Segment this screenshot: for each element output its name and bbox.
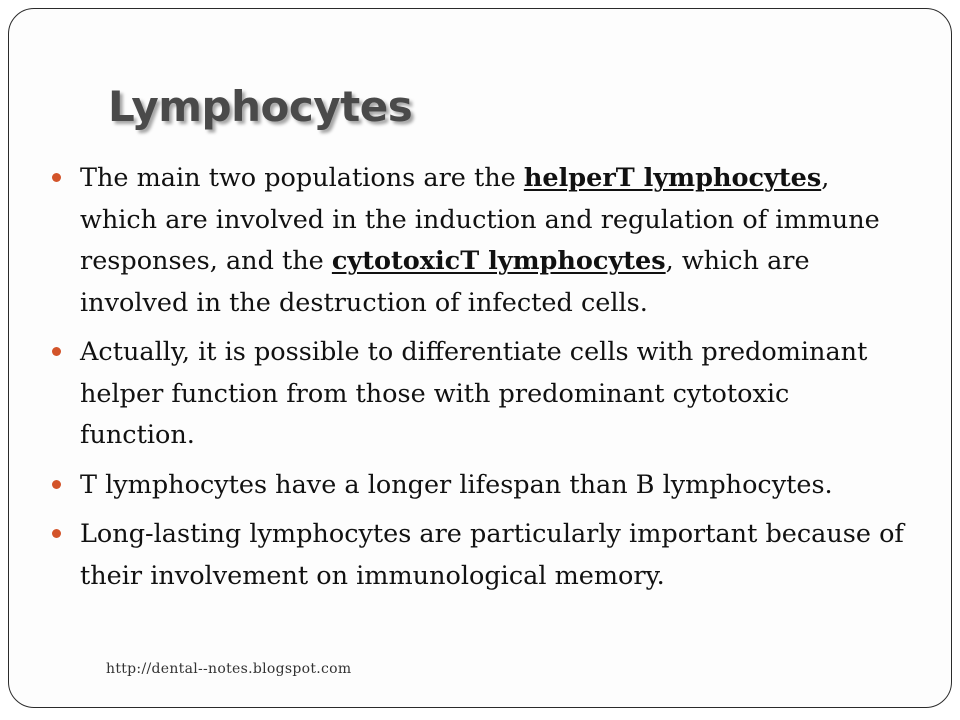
bullet-text <box>80 158 910 324</box>
bullet-text-segment: Actually, it is possible to differentiate cells with predominant helper function from those with predominant cytotoxic function. <box>80 337 868 450</box>
slide-title: Lymphocytes <box>108 82 413 131</box>
bullet-text-segment: , which are involved in the destruction of infected cells. <box>80 246 810 318</box>
footer-url[interactable]: http://dental--notes.blogspot.com <box>106 661 352 677</box>
emphasized-term: cytotoxicT lymphocytes <box>331 246 666 276</box>
bullet-item <box>50 514 910 597</box>
bullet-text <box>80 514 910 597</box>
bullet-text-segment: T lymphocytes have a longer lifespan than B lymphocytes. <box>80 469 833 500</box>
bullet-dot-icon <box>52 529 61 538</box>
bullet-text-segment: Long-lasting lymphocytes are particularly important because of their involvement on immunological memory. <box>80 519 904 591</box>
bullet-item <box>50 332 910 457</box>
bullet-list <box>50 158 910 605</box>
bullet-dot-icon <box>52 347 61 356</box>
bullet-text-segment: , which are involved in the induction and regulation of immune responses, and the <box>80 163 880 276</box>
bullet-item <box>50 158 910 324</box>
bullet-dot-icon <box>52 480 61 489</box>
bullet-text <box>80 332 910 457</box>
bullet-dot-icon <box>52 173 61 182</box>
emphasized-term: helperT lymphocytes <box>523 163 822 193</box>
bullet-item <box>50 465 910 507</box>
bullet-text-segment: The main two populations are the <box>80 163 524 193</box>
bullet-text <box>80 465 910 507</box>
